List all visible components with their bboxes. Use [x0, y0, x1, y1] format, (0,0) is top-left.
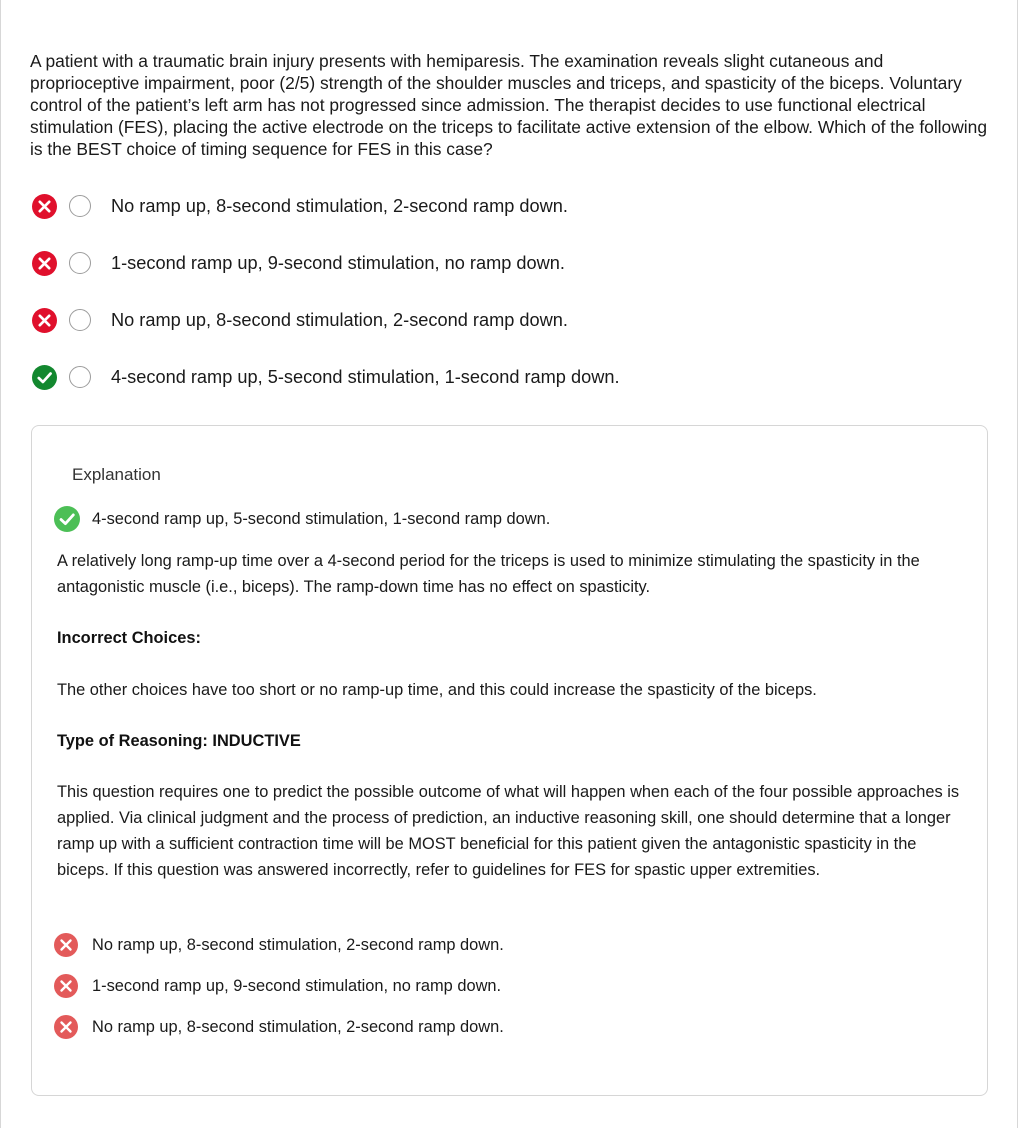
answer-options	[32, 191, 932, 419]
incorrect-icon	[32, 308, 57, 333]
reasoning-text: This question requires one to predict the possible outcome of what will happen when each of the four possible approaches is applied. Via clinical judgment and the process of prediction, an inductive reasoning skill, one should determine that a longer ramp up with a sufficient contraction time will be MOST beneficial for this patient given the antagonistic spasticity in the biceps. If this question was answered incorrectly, refer to guidelines for FES for spastic upper extremities.	[57, 783, 960, 879]
incorrect-icon	[54, 974, 78, 998]
incorrect-choices-heading: Incorrect Choices:	[57, 629, 201, 647]
option-label: No ramp up, 8-second stimulation, 2-second ramp down.	[111, 309, 568, 330]
reasoning-heading: Type of Reasoning: INDUCTIVE	[57, 732, 301, 750]
incorrect-icon	[32, 194, 57, 219]
option-label: 1-second ramp up, 9-second stimulation, no ramp down.	[111, 252, 565, 273]
correct-answer-text: 4-second ramp up, 5-second stimulation, 1-second ramp down.	[92, 509, 551, 528]
correct-check-icon	[32, 365, 57, 390]
wrong-answer-text: No ramp up, 8-second stimulation, 2-second ramp down.	[92, 1017, 504, 1036]
question-text: A patient with a traumatic brain injury presents with hemiparesis. The examination reveals slight cutaneous and proprioceptive impairment, poor (2/5) strength of the shoulder muscles and triceps, and spasticity of the biceps. Voluntary control of the patient’s left arm has not progressed since admission. The therapist decides to use functional electrical stimulation (FES), placing the active electrode on the triceps to facilitate active extension of the elbow. Which of the following is the BEST choice of timing sequence for FES in this case?	[30, 51, 987, 159]
option-radio[interactable]	[69, 252, 91, 274]
option-radio[interactable]	[69, 195, 91, 217]
option-4[interactable]	[32, 362, 932, 392]
list-item	[54, 974, 504, 998]
incorrect-icon	[54, 1015, 78, 1039]
correct-answer-row	[54, 506, 550, 532]
right-border	[1017, 0, 1018, 1128]
list-item	[54, 933, 504, 957]
option-radio[interactable]	[69, 366, 91, 388]
rationale-text: A relatively long ramp-up time over a 4-second period for the triceps is used to minimize stimulating the spasticity in the antagonistic muscle (i.e., biceps). The ramp-down time has no effect on spasticity.	[57, 552, 920, 596]
list-item	[54, 1015, 504, 1039]
option-1[interactable]	[32, 191, 932, 221]
wrong-answer-text: No ramp up, 8-second stimulation, 2-second ramp down.	[92, 935, 504, 954]
correct-check-icon	[54, 506, 80, 532]
option-2[interactable]	[32, 248, 932, 278]
option-3[interactable]	[32, 305, 932, 335]
option-radio[interactable]	[69, 309, 91, 331]
incorrect-icon	[32, 251, 57, 276]
option-label: 4-second ramp up, 5-second stimulation, 1-second ramp down.	[111, 366, 620, 387]
option-label: No ramp up, 8-second stimulation, 2-second ramp down.	[111, 195, 568, 216]
wrong-answer-text: 1-second ramp up, 9-second stimulation, no ramp down.	[92, 976, 502, 995]
explanation-panel	[31, 425, 988, 1096]
incorrect-icon	[54, 933, 78, 957]
explanation-title: Explanation	[72, 465, 161, 484]
wrong-answers-list	[54, 933, 504, 1056]
incorrect-choices-text: The other choices have too short or no ramp-up time, and this could increase the spasticity of the biceps.	[57, 681, 817, 699]
left-border	[0, 0, 1, 1128]
